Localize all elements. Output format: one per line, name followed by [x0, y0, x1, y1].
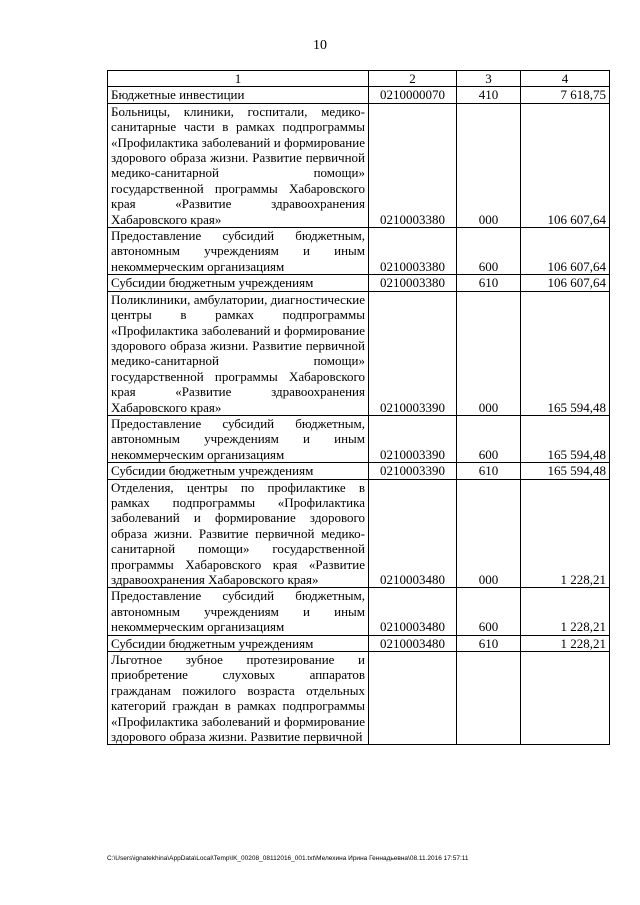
row-target-code: 0210003480 [369, 635, 457, 651]
row-name: Льготное зубное протезирование и приобретение слуховых аппаратов гражданам пожилого возраста отдельных категорий граждан в рамках подпрограммы «Профилактика заболеваний и формирование здорового образа жизни. Развитие первичной [108, 652, 369, 745]
row-name: Поликлиники, амбулатории, диагностические центры в рамках подпрограммы «Профилактика заболеваний и формирование здорового образа жизни. Развитие первичной медико-санитарной помощи» государственной программы Хабаровского края «Развитие здравоохранения Хабаровского края» [108, 291, 369, 415]
row-target-code: 0210003380 [369, 228, 457, 275]
table-row [108, 87, 610, 103]
row-amount [521, 652, 610, 745]
header-col-3: 3 [457, 71, 521, 87]
row-expense-type: 410 [457, 87, 521, 103]
budget-table [107, 70, 610, 745]
page-number: 10 [313, 38, 327, 53]
row-name: Бюджетные инвестиции [108, 87, 369, 103]
row-expense-type: 000 [457, 291, 521, 415]
row-name: Отделения, центры по профилактике в рамках подпрограммы «Профилактика заболеваний и формирование здорового образа жизни. Развитие первичной медико-санитарной помощи» государственной программы Хабаровского края «Развитие здравоохранения Хабаровского края» [108, 479, 369, 588]
table-header-row [108, 71, 610, 87]
row-expense-type: 600 [457, 228, 521, 275]
row-expense-type [457, 652, 521, 745]
table-row [108, 275, 610, 291]
row-name: Субсидии бюджетным учреждениям [108, 635, 369, 651]
row-amount: 1 228,21 [521, 588, 610, 635]
table-row [108, 652, 610, 745]
row-target-code: 0210003390 [369, 463, 457, 479]
row-name: Предоставление субсидий бюджетным, автономным учреждениям и иным некоммерческим организациям [108, 588, 369, 635]
row-name: Предоставление субсидий бюджетным, автономным учреждениям и иным некоммерческим организациям [108, 415, 369, 462]
header-col-1: 1 [108, 71, 369, 87]
row-target-code [369, 652, 457, 745]
row-amount: 7 618,75 [521, 87, 610, 103]
row-name: Больницы, клиники, госпитали, медико-санитарные части в рамках подпрограммы «Профилактика заболеваний и формирование здорового образа жизни. Развитие первичной медико-санитарной помощи» государственной программы Хабаровского края «Развитие здравоохранения Хабаровского края» [108, 103, 369, 227]
table-row [108, 588, 610, 635]
row-target-code: 0210003480 [369, 588, 457, 635]
table-row [108, 228, 610, 275]
row-amount: 1 228,21 [521, 635, 610, 651]
row-expense-type: 610 [457, 635, 521, 651]
table-row [108, 479, 610, 588]
row-expense-type: 610 [457, 275, 521, 291]
row-target-code: 0210003380 [369, 275, 457, 291]
header-col-2: 2 [369, 71, 457, 87]
table-row [108, 463, 610, 479]
row-target-code: 0210003480 [369, 479, 457, 588]
row-expense-type: 600 [457, 415, 521, 462]
table-row [108, 635, 610, 651]
row-amount: 106 607,64 [521, 228, 610, 275]
row-expense-type: 610 [457, 463, 521, 479]
row-target-code: 0210003390 [369, 291, 457, 415]
row-expense-type: 600 [457, 588, 521, 635]
table-row [108, 291, 610, 415]
table-row [108, 103, 610, 227]
row-name: Предоставление субсидий бюджетным, автономным учреждениям и иным некоммерческим организациям [108, 228, 369, 275]
header-col-4: 4 [521, 71, 610, 87]
row-amount: 165 594,48 [521, 291, 610, 415]
row-name: Субсидии бюджетным учреждениям [108, 275, 369, 291]
row-target-code: 0210000070 [369, 87, 457, 103]
row-amount: 106 607,64 [521, 275, 610, 291]
row-target-code: 0210003390 [369, 415, 457, 462]
table-row [108, 415, 610, 462]
file-path-footer: C:\Users\ignatekhina\AppData\Local\Temp\IK_00208_08112016_001.txt\Мелехина Ирина Геннадьевна\08.11.2016 17:57:11 [107, 855, 469, 862]
row-expense-type: 000 [457, 479, 521, 588]
row-name: Субсидии бюджетным учреждениям [108, 463, 369, 479]
row-expense-type: 000 [457, 103, 521, 227]
row-amount: 106 607,64 [521, 103, 610, 227]
row-amount: 165 594,48 [521, 415, 610, 462]
row-amount: 165 594,48 [521, 463, 610, 479]
row-amount: 1 228,21 [521, 479, 610, 588]
row-target-code: 0210003380 [369, 103, 457, 227]
